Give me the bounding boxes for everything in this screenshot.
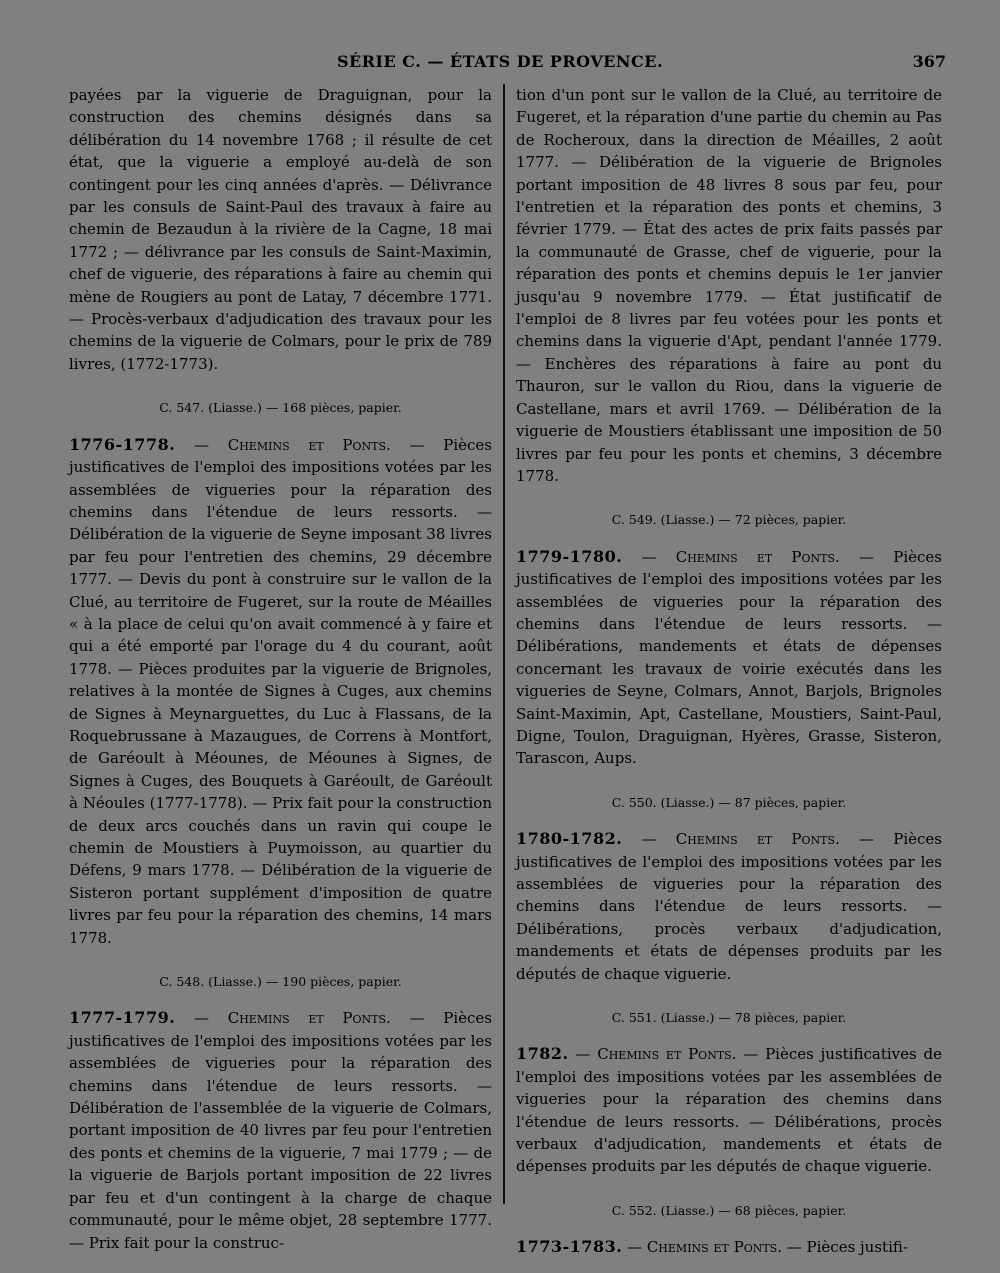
entry-dates: 1780-1782.	[516, 829, 623, 849]
entry-body: — Pièces justificatives de l'emploi des impositions votées par les assemblées de vigueries pour la réparation des chemins dans l'étendue de leurs ressorts. — Délibérations, mandements et états de dépenses concernant les travaux de voirie exécutés dans les vigueries de Seyne, Colmars, Annot, Barjols, Brignoles Saint-Maximin, Apt, Castellane, Moustiers, Saint-Paul, Digne, Toulon, Draguignan, Hyères, Grasse, Sisteron, Tarascon, Aups.	[516, 547, 943, 768]
entry-subject: — Chemins et Ponts.	[194, 435, 391, 454]
entry-body: — Pièces justificatives de l'emploi des impositions votées par les assemblées de vigueries pour la réparation des chemins dans l'étendue de leurs ressorts. — Délibération de la viguerie de Seyne imposant 38 livres par feu pour l'entretien des chemins, 29 décembre 1777. — Devis du pont à construire sur le vallon de la Clué, au territoire de Fugeret, sur la route de Méailles « à la place de celui qu'on avait commencé à y faire et qui a été emporté par l'orage du 4 du courant, août 1778. — Pièces produites par la viguerie de Brignoles, relatives à la montée de Signes à Cuges, aux chemins de Signes à Meynarguettes, du Luc à Flassans, de la Roquebrussane à Mazaugues, de Correns à Montfort, de Garéoult à Méounes, de Méounes à Signes, de Signes à Cuges, des Bouquets à Garéoult, de Garéoult à Néoules (1777-1778). — Prix fait pour la construction de deux arcs couchés dans un ravin qui coupe le chemin de Moustiers à Puymoisson, au quartier du Défens, 9 mars 1778. — Délibération de la viguerie de Sisteron portant supplément d'imposition de quatre livres par feu pour la réparation des chemins, 14 mars 1778.	[69, 435, 493, 947]
entry-text	[516, 546, 942, 770]
entry-body: — Pièces justifi-	[781, 1238, 908, 1257]
entry-body: — Pièces justificatives de l'emploi des impositions votées par les assemblées de vigueries pour la réparation des chemins dans l'étendue de leurs ressorts. — Délibérations, procès verbaux d'adjudication, mandements et états de dépenses produits par les députés de chaque viguerie.	[516, 1045, 942, 1176]
entry-reference: C. 551. (Liasse.) — 78 pièces, papier.	[611, 1010, 847, 1026]
entry-reference: C. 547. (Liasse.) — 168 pièces, papier.	[159, 400, 402, 416]
column-divider	[503, 84, 505, 1204]
entry-dates: 1777-1779.	[69, 1008, 176, 1028]
running-title: SÉRIE C. — ÉTATS DE PROVENCE.	[336, 52, 664, 71]
continuation-text: tion d'un pont sur le vallon de la Clué, au territoire de Fugeret, et la réparation d'une partie du chemin au Pas de Rocheroux, dans la direction de Méailles, 2 août 1777. — Délibération de la viguerie de Brignoles portant imposition de 48 livres 8 sous par feu, pour l'entretien et la réparation des ponts et chemins, 3 février 1779. — État des actes de prix faits passés par la communauté de Grasse, chef de viguerie, pour la réparation des ponts et chemins depuis le 1er janvier jusqu'au 9 novembre 1779. — État justificatif de l'emploi de 8 livres par feu votées pour les ponts et chemins dans la viguerie d'Apt, pendant l'année 1779. — Enchères des réparations à faire au pont du Thauron, sur le vallon du Riou, dans la viguerie de Castellane, mars et avril 1769. — Délibération de la viguerie de Moustiers établissant une imposition de 50 livres par feu pour les ponts et chemins, 3 décembre 1778.	[516, 86, 942, 485]
entry-subject: — Chemins et Ponts.	[627, 1238, 782, 1257]
entry-text	[69, 434, 492, 949]
entry-dates: 1773-1783.	[516, 1237, 623, 1257]
entry-body: — Pièces justificatives de l'emploi des impositions votées par les assemblées de vigueries pour la réparation des chemins dans l'étendue de leurs ressorts. — Délibérations, procès verbaux d'adjudication, mandements et états de dépenses produits par les députés de chaque viguerie.	[516, 830, 943, 983]
entry-subject: — Chemins et Ponts.	[575, 1045, 737, 1064]
entry-text	[516, 1236, 942, 1258]
entry-reference: C. 550. (Liasse.) — 87 pièces, papier.	[611, 794, 847, 810]
entry-dates: 1782.	[516, 1044, 569, 1064]
entry-text	[516, 828, 942, 985]
entry-reference: C. 549. (Liasse.) — 72 pièces, papier.	[611, 512, 847, 528]
continuation-text: payées par la viguerie de Draguignan, pour la construction des chemins désignés dans sa délibération du 14 novembre 1768 ; il résulte de cet état, que la viguerie a employé au-delà de son contingent pour les cinq années d'après. — Délivrance par les consuls de Saint-Paul des travaux à faire au chemin de Bezaudun à la rivière de la Cagne, 18 mai 1772 ; — délivrance par les consuls de Saint-Maximin, chef de viguerie, des réparations à faire au chemin qui mène de Rougiers au pont de Latay, 7 décembre 1771. — Procès-verbaux d'adjudication des travaux pour les chemins de la viguerie de Colmars, pour le prix de 789 livres, (1772-1773).	[69, 86, 492, 373]
entry-subject: — Chemins et Ponts.	[194, 1009, 391, 1028]
entry-reference: C. 552. (Liasse.) — 68 pièces, papier.	[611, 1202, 847, 1218]
entry-dates: 1779-1780.	[516, 546, 623, 566]
entry-subject: — Chemins et Ponts.	[641, 547, 840, 566]
entry-subject: — Chemins et Ponts.	[641, 830, 840, 849]
page-number: 367	[912, 52, 946, 71]
page-header	[0, 52, 1000, 78]
entry-body: — Pièces justificatives de l'emploi des impositions votées par les assemblées de vigueries pour la réparation des chemins dans l'étendue de leurs ressorts. — Délibération de l'assemblée de la viguerie de Colmars, portant imposition de 40 livres par feu pour l'entretien des ponts et chemins de la viguerie, 7 mai 1779 ; — de la viguerie de Barjols portant imposition de 22 livres par feu et d'un contingent à la charge de chaque communauté, pour le même objet, 28 septembre 1777. — Prix fait pour la construc-	[69, 1009, 493, 1252]
entry-reference: C. 548. (Liasse.) — 190 pièces, papier.	[159, 974, 402, 990]
left-column	[69, 84, 492, 1254]
entry-text	[516, 1043, 942, 1177]
right-column	[516, 84, 942, 1259]
entry-dates: 1776-1778.	[69, 434, 176, 454]
entry-text	[69, 1007, 492, 1253]
